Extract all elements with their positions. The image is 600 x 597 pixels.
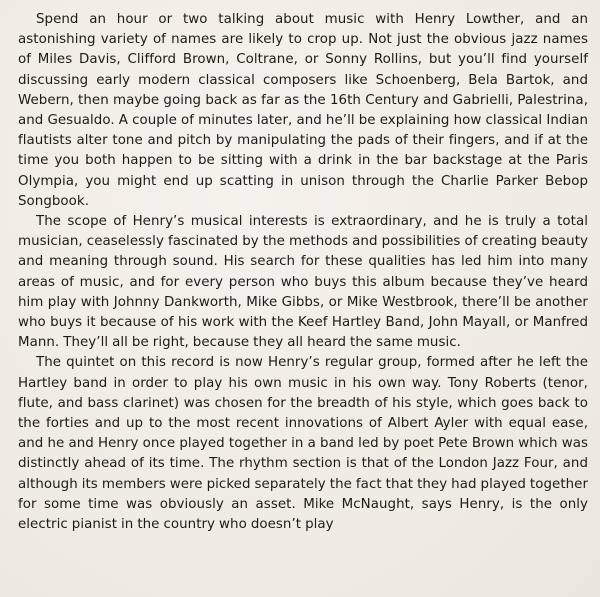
- paragraph-intro: Spend an hour or two talking about music with Henry Lowther, and an astonishing variety of names are likely to crop up. Not just the obvious jazz names of Miles Davis, Clifford Brown, Coltrane, or Sonny Rollins, but you’ll find yourself discussing early modern classical composers like Schoenberg, Bela Bartok, and Webern, then maybe going back as far as the 16th Century and Gabrielli, Palestrina, and Gesualdo. A couple of minutes later, and he’ll be explaining how classical Indian flautists alter tone and pitch by manipulating the pads of their fingers, and if at the time you both happen to be sitting with a drink in the bar backstage at the Paris Olympia, you might end up scatting in unison through the Charlie Parker Bebop Songbook.: [18, 12, 588, 209]
- paragraph-quintet: The quintet on this record is now Henry’s regular group, formed after he left the Hartley band in order to play his own music in his own way. Tony Roberts (tenor, flute, and bass clarinet) was chosen for the breadth of his style, which goes back to the forties and up to the most recent innovations of Albert Ayler with equal ease, and he and Henry once played together in a band led by poet Pete Brown which was distinctly ahead of its time. The rhythm section is that of the London Jazz Four, and although its members were picked separately the fact that they had played together for some time was obviously an asset. Mike McNaught, says Henry, is the only electric pianist in the country who doesn’t play: [18, 355, 588, 533]
- paragraph-scope: The scope of Henry’s musical interests is extraordinary, and he is truly a total musician, ceaselessly fascinated by the methods and possibilities of creating beauty and meaning through sound. His search for these qualities has led him into many areas of music, and for every person who buys this album because they’ve heard him play with Johnny Dankworth, Mike Gibbs, or Mike Westbrook, there’ll be another who buys it because of his work with the Keef Hartley Band, John Mayall, or Manfred Mann. They’ll all be right, because they all heard the same music.: [18, 214, 588, 351]
